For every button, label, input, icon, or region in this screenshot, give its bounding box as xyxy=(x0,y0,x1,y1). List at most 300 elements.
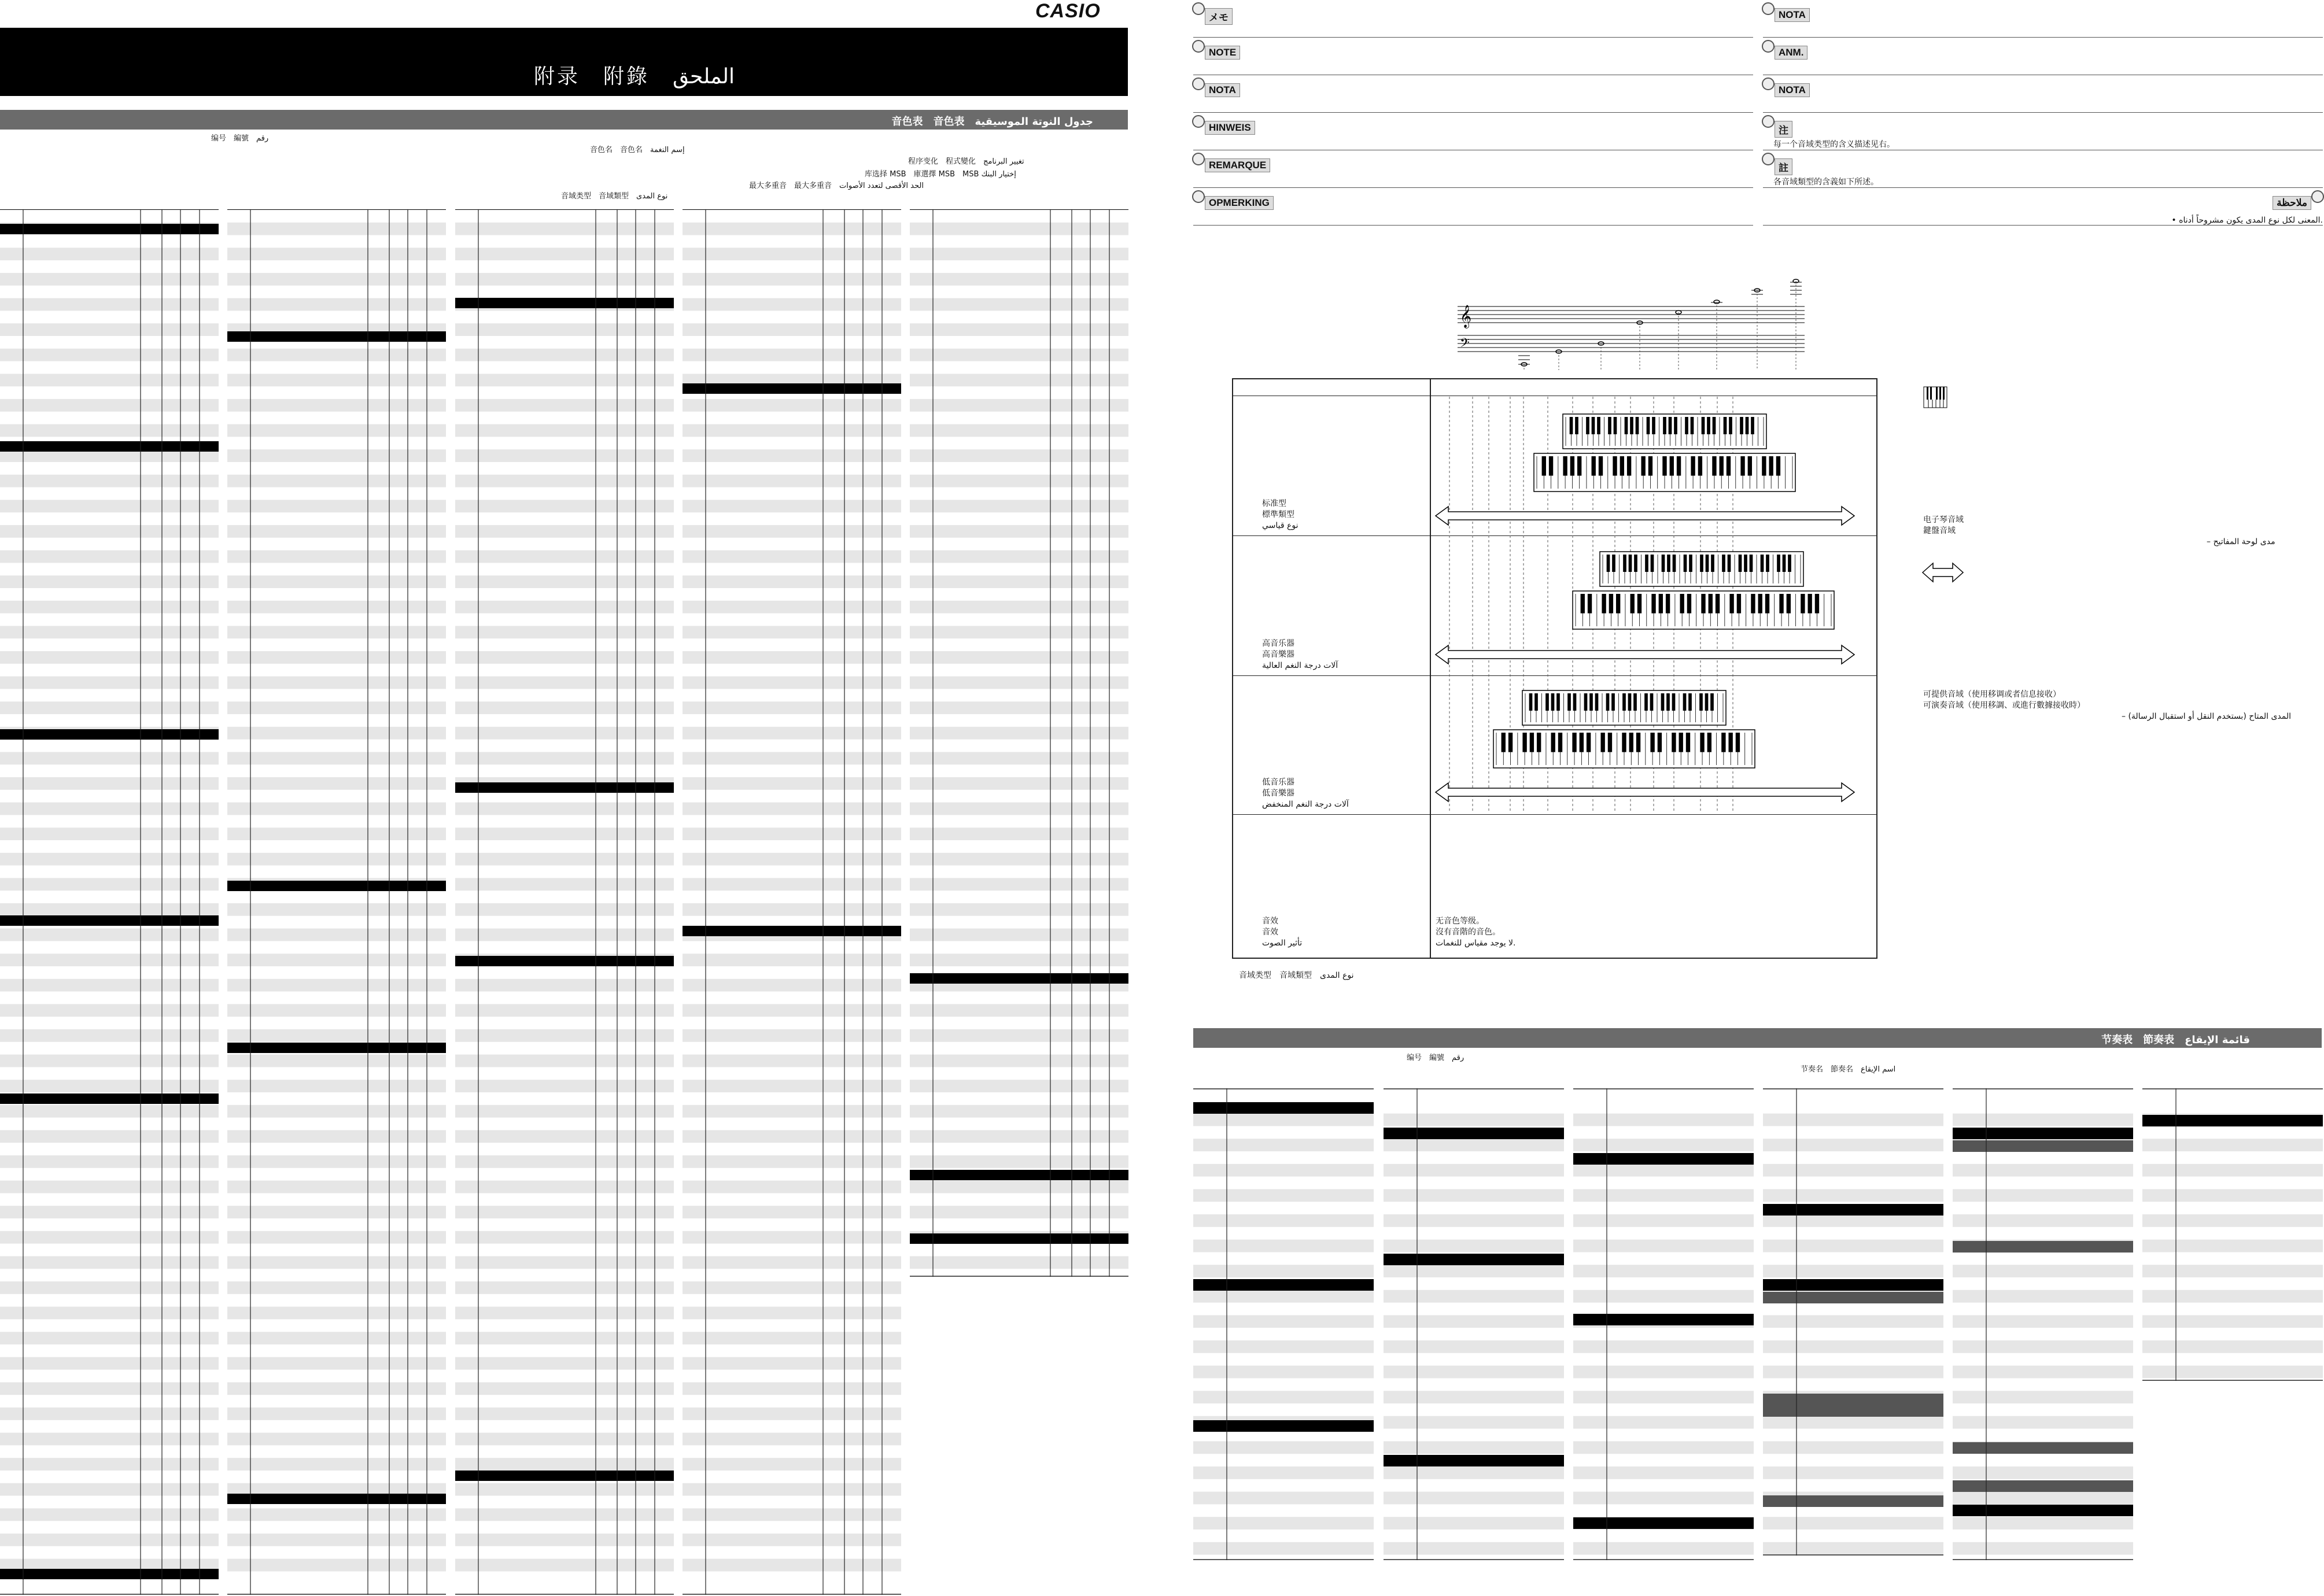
table-row xyxy=(1384,1114,1564,1126)
table-row xyxy=(1573,1189,1754,1202)
black-key xyxy=(1650,693,1654,711)
category-header-row xyxy=(1953,1128,2133,1139)
table-row xyxy=(910,247,1128,260)
legend-keyboard-range-ar: – مدى لوحة المفاتيح xyxy=(2207,537,2275,546)
category-header-row xyxy=(1763,1394,1943,1405)
rhythm-table-column-6 xyxy=(2142,1088,2323,1381)
table-row xyxy=(227,1332,446,1344)
keyboard-high-upper xyxy=(1600,552,1803,586)
rhythm-header-number: 编号 編號 رقم xyxy=(1407,1054,1465,1062)
table-row xyxy=(455,1256,674,1269)
right-note-3 xyxy=(1763,114,2323,150)
rhythm-table-grid xyxy=(1384,1088,1564,1560)
note-text: • المعنى لكل نوع المدى يكون مشروحاً أدناه. xyxy=(2171,216,2323,225)
category-header-row xyxy=(455,1471,674,1481)
category-header-row xyxy=(1953,1140,2133,1152)
black-key xyxy=(1545,693,1549,711)
black-key xyxy=(1573,693,1577,711)
table-row xyxy=(0,1004,219,1017)
black-key xyxy=(1699,693,1703,711)
category-header-row xyxy=(683,383,901,394)
table-row xyxy=(0,273,219,286)
black-key xyxy=(1728,733,1732,752)
tone-header-bank-msb: 库选择 MSB 庫選擇 MSB MSB إختيار البنك xyxy=(865,170,1016,179)
category-header-row xyxy=(1953,1505,2133,1516)
table-row xyxy=(910,954,1128,966)
note-icon xyxy=(1192,190,1205,203)
table-row xyxy=(0,1155,219,1168)
black-key xyxy=(1688,693,1692,711)
table-row xyxy=(455,827,674,840)
table-row xyxy=(1384,1315,1564,1328)
table-row xyxy=(455,1307,674,1320)
black-key xyxy=(1722,555,1725,572)
black-key xyxy=(1751,417,1754,434)
table-row xyxy=(683,1080,901,1092)
table-row xyxy=(227,1508,446,1521)
table-row xyxy=(227,1407,446,1420)
table-row xyxy=(455,903,674,916)
table-row xyxy=(455,701,674,714)
black-key xyxy=(1666,594,1670,614)
table-row xyxy=(227,1382,446,1395)
table-row xyxy=(227,777,446,790)
category-header-row xyxy=(1384,1254,1564,1265)
black-key xyxy=(1628,693,1632,711)
table-row xyxy=(683,727,901,740)
table-row xyxy=(227,424,446,437)
table-row xyxy=(683,1130,901,1143)
category-header-row xyxy=(0,441,219,452)
black-key xyxy=(1716,594,1720,614)
table-row xyxy=(227,853,446,866)
black-key xyxy=(1530,733,1534,752)
black-key xyxy=(1622,733,1626,752)
table-row xyxy=(683,399,901,412)
category-header-row xyxy=(1193,1102,1374,1114)
table-row xyxy=(683,551,901,563)
table-row xyxy=(227,1307,446,1320)
table-row xyxy=(455,1080,674,1092)
table-row xyxy=(683,803,901,815)
table-row xyxy=(1193,1315,1374,1328)
black-key xyxy=(1633,693,1637,711)
category-header-row xyxy=(0,915,219,926)
table-row xyxy=(683,1534,901,1546)
table-row xyxy=(683,1307,901,1320)
note-label: 注 xyxy=(1775,121,1792,138)
table-row xyxy=(0,1407,219,1420)
black-key xyxy=(1673,555,1676,572)
black-key xyxy=(1651,555,1654,572)
table-row xyxy=(683,525,901,538)
table-row xyxy=(1953,1340,2133,1353)
table-row xyxy=(227,349,446,361)
category-header-row xyxy=(227,331,446,342)
table-row xyxy=(683,1256,901,1269)
tone-header-name: 音色名 音色名 إسم النغمة xyxy=(590,146,685,154)
table-row xyxy=(683,1155,901,1168)
table-row xyxy=(455,1206,674,1218)
table-row xyxy=(910,827,1128,840)
table-row xyxy=(0,752,219,764)
table-row xyxy=(0,1458,219,1471)
table-row xyxy=(0,1105,219,1118)
category-header-row xyxy=(910,1233,1128,1244)
table-row xyxy=(910,424,1128,437)
table-row xyxy=(0,878,219,891)
table-row xyxy=(683,1332,901,1344)
table-row xyxy=(910,1130,1128,1143)
table-row xyxy=(1384,1416,1564,1429)
table-row xyxy=(0,1055,219,1067)
table-row xyxy=(455,1105,674,1118)
black-key xyxy=(1637,594,1641,614)
table-row xyxy=(910,1155,1128,1168)
table-row xyxy=(455,979,674,992)
table-row xyxy=(455,525,674,538)
table-row xyxy=(1763,1265,1943,1277)
table-row xyxy=(683,701,901,714)
table-row xyxy=(1953,1366,2133,1379)
table-row xyxy=(1763,1466,1943,1479)
right-note-2 xyxy=(1763,76,2323,113)
table-row xyxy=(1573,1542,1754,1555)
table-row xyxy=(1384,1542,1564,1555)
table-row xyxy=(0,1029,219,1042)
black-key xyxy=(1746,417,1749,434)
table-row xyxy=(0,626,219,638)
note-text: 各音域類型的含義如下所述。 xyxy=(1773,178,1879,187)
table-row xyxy=(455,1508,674,1521)
range-arrow-standard xyxy=(1436,507,1854,525)
table-row xyxy=(1573,1290,1754,1303)
table-row xyxy=(1384,1340,1564,1353)
black-key xyxy=(1662,456,1666,476)
range-effects-note: 无音色等级。 沒有音階的音色。 لا يوجد مقياس للنغمات. xyxy=(1436,917,1516,948)
black-key xyxy=(1724,417,1727,434)
table-row xyxy=(1384,1366,1564,1379)
black-key xyxy=(1570,456,1574,476)
table-row xyxy=(227,475,446,487)
table-row xyxy=(227,500,446,512)
category-header-row xyxy=(2142,1115,2323,1126)
black-key xyxy=(1740,456,1744,476)
rhythm-table-column-3 xyxy=(1573,1088,1754,1560)
table-row xyxy=(683,1206,901,1218)
tone-table-column-1 xyxy=(0,209,219,1595)
table-row xyxy=(455,1357,674,1370)
table-row xyxy=(455,1004,674,1017)
table-row xyxy=(1953,1214,2133,1227)
table-row xyxy=(910,929,1128,941)
table-row xyxy=(683,1508,901,1521)
black-key xyxy=(1588,594,1592,614)
category-header-row xyxy=(1953,1480,2133,1492)
category-header-row xyxy=(455,782,674,793)
category-header-row xyxy=(1953,1442,2133,1454)
table-row xyxy=(1763,1164,1943,1177)
black-key xyxy=(1622,693,1626,711)
black-key xyxy=(1721,733,1725,752)
table-row xyxy=(455,323,674,336)
table-row xyxy=(0,1231,219,1244)
category-header-row xyxy=(910,973,1128,984)
note-label: ANM. xyxy=(1775,46,1807,60)
table-row xyxy=(227,247,446,260)
svg-text:𝄢: 𝄢 xyxy=(1460,336,1470,353)
table-row xyxy=(0,777,219,790)
table-row xyxy=(227,929,446,941)
black-key xyxy=(1650,733,1654,752)
category-header-row xyxy=(1763,1292,1943,1303)
table-row xyxy=(227,1534,446,1546)
table-row xyxy=(0,1332,219,1344)
table-row xyxy=(2142,1340,2323,1353)
table-row xyxy=(455,1055,674,1067)
black-key xyxy=(1659,594,1663,614)
table-row xyxy=(910,1206,1128,1218)
table-row xyxy=(455,349,674,361)
table-row xyxy=(910,853,1128,866)
black-key xyxy=(1758,594,1762,614)
right-note-0 xyxy=(1763,1,2323,38)
table-row xyxy=(683,1055,901,1067)
black-key xyxy=(1658,733,1662,752)
table-row xyxy=(0,1206,219,1218)
black-key xyxy=(1663,417,1666,434)
black-key xyxy=(1769,456,1773,476)
black-key xyxy=(1801,594,1805,614)
table-row xyxy=(1953,1542,2133,1555)
table-row xyxy=(455,575,674,588)
table-row xyxy=(910,399,1128,412)
black-key xyxy=(1691,417,1694,434)
table-row xyxy=(1193,1517,1374,1530)
table-row xyxy=(1384,1189,1564,1202)
table-row xyxy=(910,475,1128,487)
rhythm-table-grid xyxy=(1953,1088,2133,1560)
table-row xyxy=(227,626,446,638)
table-row xyxy=(1573,1492,1754,1505)
legend-available-range-ar: – المدى المتاح (بستخدم النقل أو استقبال الرسالة) xyxy=(2122,712,2292,721)
note-label: ملاحظة xyxy=(2273,196,2311,210)
table-row xyxy=(227,525,446,538)
black-key xyxy=(1587,733,1591,752)
table-row xyxy=(683,1458,901,1471)
black-key xyxy=(1713,417,1716,434)
table-row xyxy=(683,349,901,361)
table-row xyxy=(910,349,1128,361)
black-key xyxy=(1572,733,1576,752)
black-key xyxy=(1620,456,1624,476)
table-row xyxy=(0,1483,219,1496)
table-row xyxy=(683,853,901,866)
black-key xyxy=(1580,733,1584,752)
black-key xyxy=(1751,594,1755,614)
table-row xyxy=(455,752,674,764)
table-row xyxy=(227,1256,446,1269)
black-key xyxy=(1807,594,1812,614)
table-row xyxy=(1384,1265,1564,1277)
black-key xyxy=(1740,417,1743,434)
table-row xyxy=(0,1382,219,1395)
table-row xyxy=(0,399,219,412)
black-key xyxy=(1787,594,1791,614)
table-row xyxy=(1193,1114,1374,1126)
black-key xyxy=(1709,594,1713,614)
table-row xyxy=(2142,1139,2323,1151)
black-key xyxy=(1599,456,1603,476)
table-row xyxy=(1384,1164,1564,1177)
table-row xyxy=(910,601,1128,614)
table-row xyxy=(0,1256,219,1269)
table-row xyxy=(227,1155,446,1168)
table-row xyxy=(1763,1416,1943,1429)
table-row xyxy=(1953,1265,2133,1277)
table-row xyxy=(1953,1114,2133,1126)
table-row xyxy=(683,651,901,664)
table-row xyxy=(227,1458,446,1471)
table-row xyxy=(227,651,446,664)
note-icon xyxy=(1192,2,1205,15)
black-key xyxy=(1672,693,1676,711)
keyboard-low-lower xyxy=(1493,730,1755,768)
table-row xyxy=(455,500,674,512)
black-key xyxy=(1661,693,1665,711)
table-row xyxy=(455,1130,674,1143)
range-arrow-high xyxy=(1436,645,1854,664)
black-key xyxy=(1707,417,1710,434)
range-label-high: 高音乐器 高音樂器 آلات درجة النغم العالية xyxy=(1262,639,1338,670)
black-key xyxy=(1698,456,1702,476)
black-key xyxy=(1613,456,1617,476)
table-row xyxy=(910,727,1128,740)
table-row xyxy=(227,223,446,235)
table-row xyxy=(910,878,1128,891)
black-key xyxy=(1728,555,1731,572)
table-row xyxy=(1384,1290,1564,1303)
black-key xyxy=(1537,733,1541,752)
black-key xyxy=(1779,594,1783,614)
table-row xyxy=(227,1559,446,1572)
table-row xyxy=(1763,1139,1943,1151)
table-row xyxy=(227,752,446,764)
note-icon xyxy=(2311,190,2324,203)
black-key xyxy=(1630,417,1633,434)
table-row xyxy=(227,677,446,689)
table-row xyxy=(683,449,901,462)
tone-table-column-5 xyxy=(910,209,1128,1277)
table-row xyxy=(227,1206,446,1218)
table-row xyxy=(227,1055,446,1067)
table-row xyxy=(0,475,219,487)
note-label: HINWEIS xyxy=(1205,121,1255,135)
table-row xyxy=(0,1508,219,1521)
table-row xyxy=(683,1029,901,1042)
black-key xyxy=(1551,693,1555,711)
rhythm-table-column-4 xyxy=(1763,1088,1943,1556)
keyboard-icon xyxy=(1923,386,1949,409)
table-row xyxy=(227,601,446,614)
table-row xyxy=(1193,1290,1374,1303)
table-row xyxy=(910,777,1128,790)
table-row xyxy=(227,1029,446,1042)
tone-list-header-bar xyxy=(0,110,1128,130)
black-key xyxy=(1529,693,1533,711)
black-key xyxy=(1636,417,1639,434)
table-row xyxy=(455,727,674,740)
black-key xyxy=(1674,417,1677,434)
table-row xyxy=(1953,1466,2133,1479)
table-row xyxy=(2142,1164,2323,1177)
table-row xyxy=(1953,1164,2133,1177)
black-key xyxy=(1549,456,1553,476)
black-key xyxy=(1597,417,1600,434)
table-row xyxy=(910,803,1128,815)
table-row xyxy=(1384,1517,1564,1530)
rhythm-table-column-1 xyxy=(1193,1088,1374,1560)
black-key xyxy=(1762,456,1766,476)
table-row xyxy=(0,247,219,260)
black-key xyxy=(1691,456,1695,476)
table-row xyxy=(683,1105,901,1118)
table-row xyxy=(0,1534,219,1546)
note-icon xyxy=(1762,2,1775,15)
black-key xyxy=(1765,594,1769,614)
black-key xyxy=(1606,693,1610,711)
table-row xyxy=(683,1382,901,1395)
table-row xyxy=(455,374,674,386)
table-row xyxy=(683,677,901,689)
range-type-table xyxy=(1232,378,1877,959)
table-row xyxy=(683,1483,901,1496)
note-icon xyxy=(1192,40,1205,53)
table-row xyxy=(910,323,1128,336)
black-key xyxy=(1608,417,1611,434)
keyboard-standard-upper xyxy=(1563,414,1766,449)
table-row xyxy=(1573,1114,1754,1126)
black-key xyxy=(1581,594,1585,614)
table-row xyxy=(683,323,901,336)
category-header-row xyxy=(455,956,674,966)
table-row xyxy=(227,449,446,462)
table-row xyxy=(1953,1391,2133,1403)
table-row xyxy=(1763,1189,1943,1202)
black-key xyxy=(1542,456,1546,476)
table-row xyxy=(910,1105,1128,1118)
note-icon xyxy=(1192,115,1205,128)
category-header-row xyxy=(1384,1128,1564,1139)
table-row xyxy=(910,575,1128,588)
table-row xyxy=(683,752,901,764)
table-row xyxy=(1763,1366,1943,1379)
black-key xyxy=(1508,733,1513,752)
table-row xyxy=(227,298,446,311)
table-row xyxy=(0,424,219,437)
table-row xyxy=(455,803,674,815)
black-key xyxy=(1710,693,1714,711)
keyboard-low-upper xyxy=(1522,690,1726,725)
table-row xyxy=(0,827,219,840)
table-row xyxy=(1763,1315,1943,1328)
black-key xyxy=(1737,594,1741,614)
black-key xyxy=(1700,555,1703,572)
table-row xyxy=(0,1130,219,1143)
table-row xyxy=(1193,1391,1374,1403)
table-row xyxy=(0,500,219,512)
table-row xyxy=(0,979,219,992)
